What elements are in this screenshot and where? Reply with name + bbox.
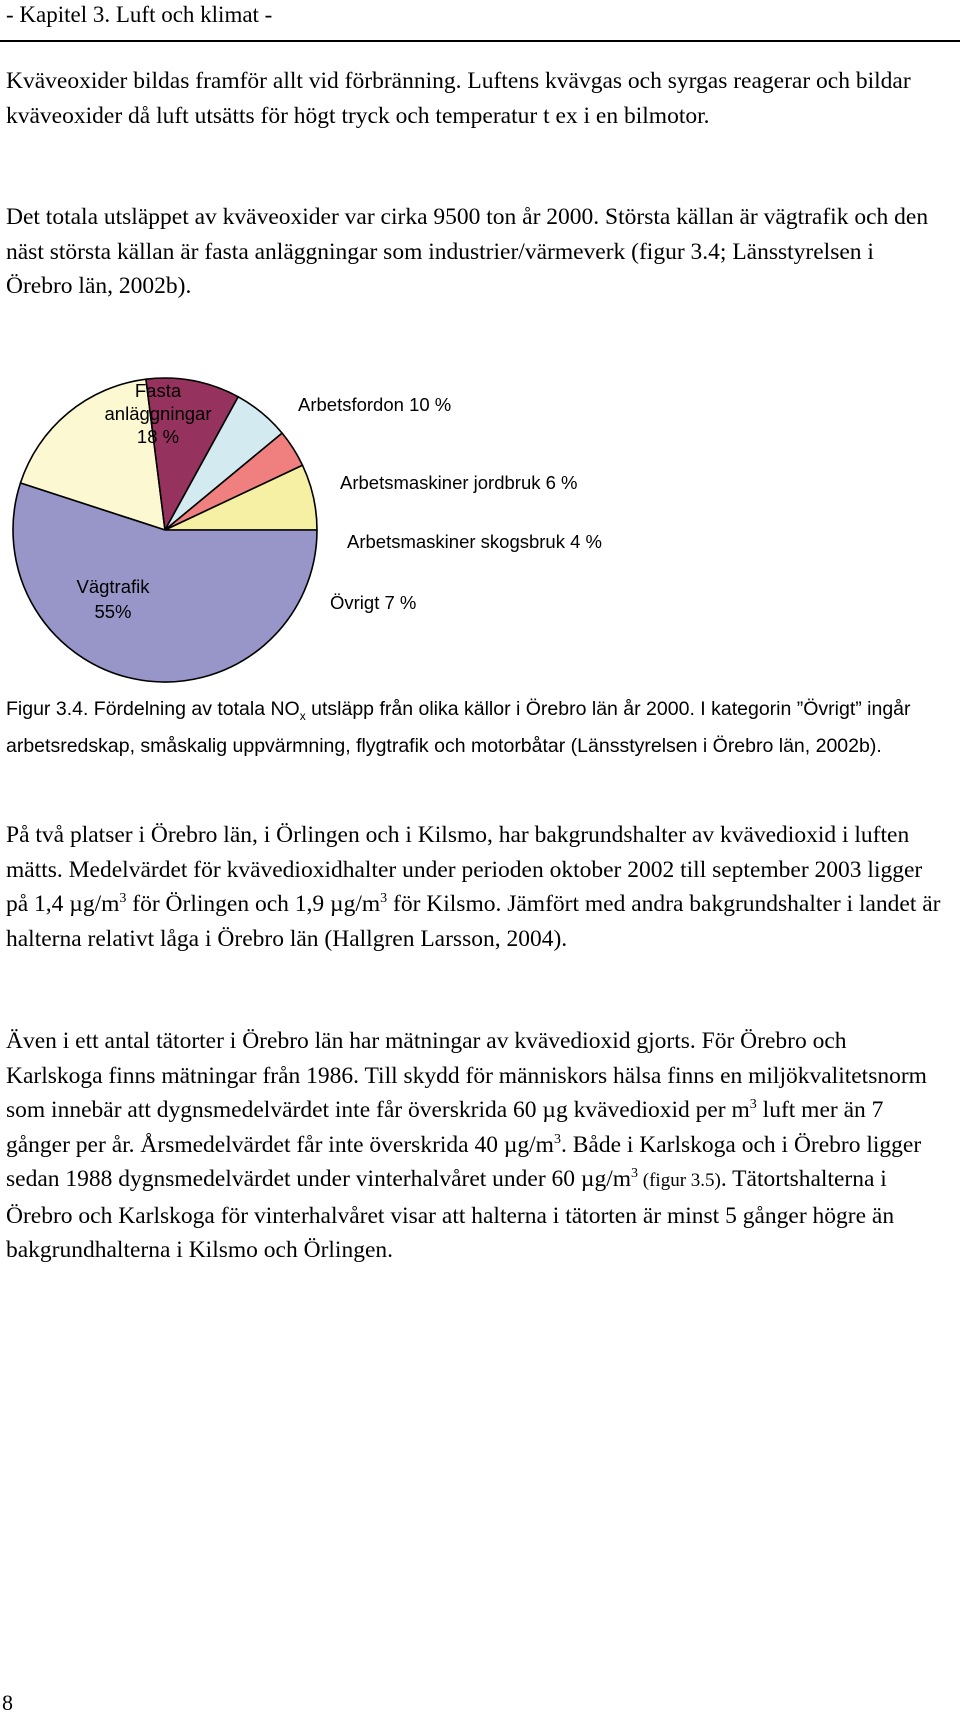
- nox-pie-chart: [0, 370, 960, 690]
- paragraph-urban-levels: Även i ett antal tätorter i Örebro län har mätningar av kvävedioxid gjorts. För Örebro och Karlskoga finns mätningar från 1986. Till skydd för människors hälsa finns en miljökvalitetsnorm som innebär att dygnsmedelvärdet inte får överskrida 60 µg kvävedioxid per $m^3$ luft mer än 7 gånger per år. Årsmedelvärdet får inte överskrida 40 $\mu g/m^3$. Både i Karlskoga och i Örebro ligger sedan 1988 dygnsmedelvärdet under vinterhalvåret under 60 $\mu g/m^3$ (figur 3.5). Tätortshalterna i Örebro och Karlskoga för vinterhalvåret visar att halterna i tätorten är minst 5 gånger högre än bakgrundhalterna i Kilsmo och Örlingen.: [6, 1028, 927, 1263]
- paragraph-emissions: Det totala utsläppet av kväveoxider var cirka 9500 ton år 2000. Största källan är vägtrafik och den näst största källan är fasta anläggningar som industrier/värmeverk (figur 3.4; Länsstyrelsen i Örebro län, 2002b).: [6, 204, 929, 299]
- header-rule: [0, 40, 960, 42]
- page-number: 8: [2, 1690, 13, 1715]
- pie-label-1: Fasta anläggningar 18 %: [104, 380, 212, 447]
- pie-label-2: Arbetsfordon 10 %: [298, 394, 452, 415]
- paragraph-background-levels: På två platser i Örebro län, i Örlingen och i Kilsmo, har bakgrundshalter av kvävedioxid i luften mätts. Medelvärdet för kvävedioxidhalter under perioden oktober 2002 till september 2003 ligger på 1,4 $\mu g/m^3$ för Örlingen och 1,9 $\mu g/m^3$ för Kilsmo. Jämfört med andra bakgrundshalter i landet är halterna relativt låga i Örebro län (Hallgren Larsson, 2004).: [6, 822, 941, 952]
- pie-label-4: Arbetsmaskiner skogsbruk 4 %: [347, 531, 602, 552]
- figure-caption: Figur 3.4. Fördelning av totala $NO_x$ utsläpp från olika källor i Örebro län år 2000. I kategorin ”Övrigt” ingår arbetsredskap, småskalig uppvärmning, flygtrafik och motorbåtar (Länsstyrelsen i Örebro län, 2002b).: [6, 698, 911, 757]
- paragraph-intro: Kväveoxider bildas framför allt vid förbränning. Luftens kvävgas och syrgas reagerar och bildar kväveoxider då luft utsätts för högt tryck och temperatur t ex i en bilmotor.: [6, 68, 911, 129]
- chapter-header: - Kapitel 3. Luft och klimat -: [6, 2, 273, 27]
- pie-label-6: Vägtrafik 55%: [76, 576, 150, 622]
- pie-label-3: Arbetsmaskiner jordbruk 6 %: [340, 472, 578, 493]
- pie-label-5: Övrigt 7 %: [330, 592, 417, 613]
